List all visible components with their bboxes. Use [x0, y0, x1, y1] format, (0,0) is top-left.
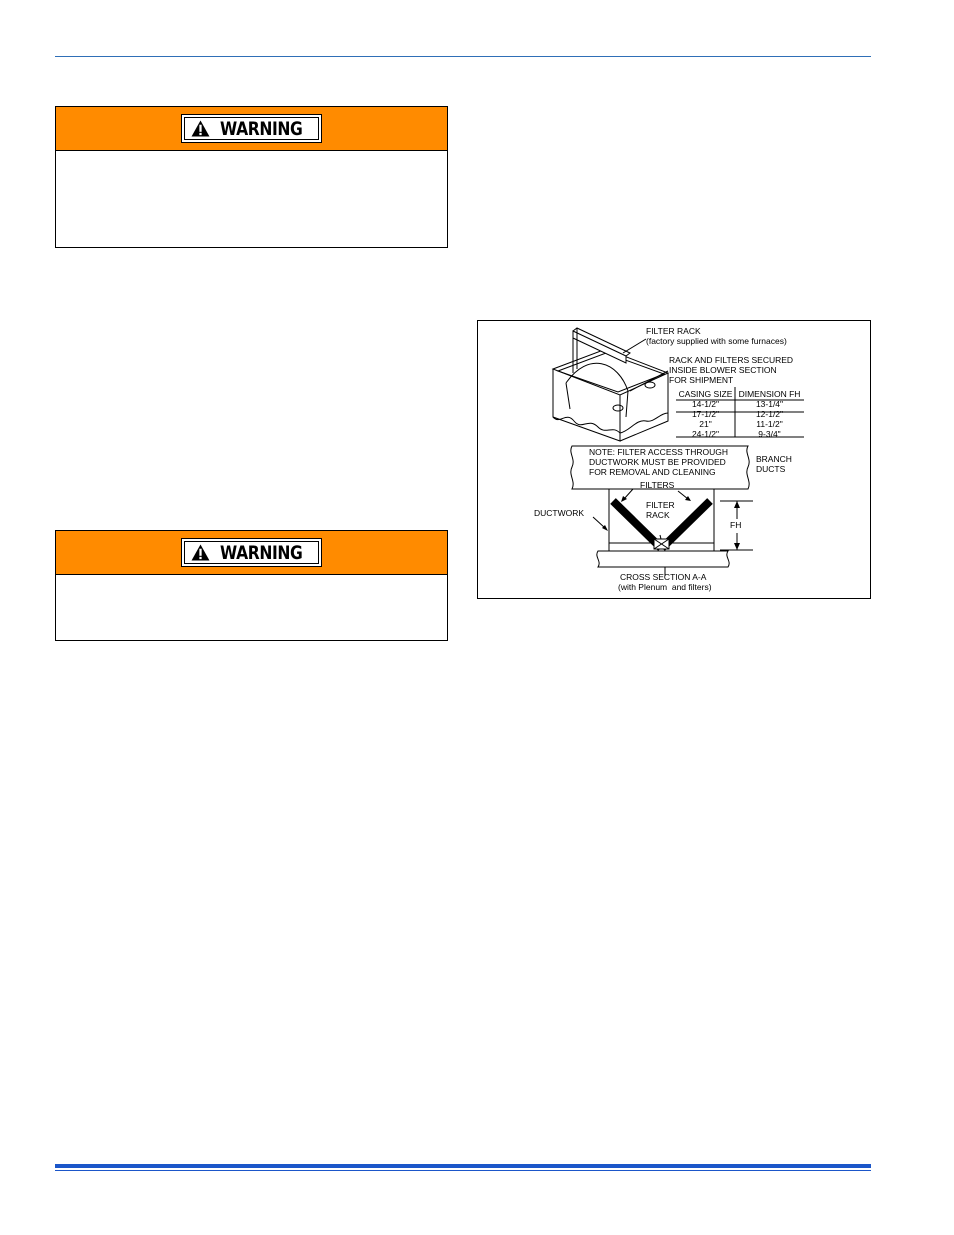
filter-rack-callout: FILTER RACK: [646, 326, 701, 336]
table-cell: 24-1/2": [691, 429, 720, 439]
filter-rack2-line2: RACK: [646, 510, 670, 520]
note-line1: NOTE: FILTER ACCESS THROUGH: [589, 447, 729, 457]
table-cell: 12-1/2": [755, 409, 784, 419]
warning-word: WARNING: [220, 117, 303, 140]
warning-header: [56, 531, 447, 575]
table-cell: 11-1/2": [756, 419, 783, 429]
footer-rule: [55, 1164, 871, 1168]
alert-triangle-icon: [191, 544, 210, 561]
filter-rack-note: (factory supplied with some furnaces): [646, 336, 787, 346]
header-rule: [55, 56, 871, 57]
filter-rack-figure: [477, 320, 871, 599]
table-cell: 9-3/4": [758, 429, 781, 439]
table-cell: 13-1/4": [755, 399, 784, 409]
cross-section-label: CROSS SECTION A-A: [620, 572, 707, 582]
filters-label: FILTERS: [640, 480, 675, 490]
table-header-casing: CASING SIZE: [678, 389, 733, 399]
cross-section-note: (with Plenum and filters): [618, 582, 712, 592]
filter-rack2-line1: FILTER: [646, 500, 675, 510]
footer-rule-thin: [55, 1170, 871, 1171]
branch-line2: DUCTS: [756, 464, 786, 474]
warning-label: [181, 538, 322, 567]
alert-triangle-icon: [191, 120, 210, 137]
rack-secured-line2: INSIDE BLOWER SECTION: [669, 365, 777, 375]
warning-box-2: [55, 530, 448, 641]
ductwork-label: DUCTWORK: [534, 508, 585, 518]
warning-box-1: [55, 106, 448, 248]
table-cell: 21": [699, 419, 712, 429]
warning-header: [56, 107, 447, 151]
warning-word: WARNING: [220, 541, 303, 564]
table-cell: 17-1/2": [691, 409, 720, 419]
fh-label: FH: [730, 520, 742, 530]
warning-label: [181, 114, 322, 143]
table-header-fh: DIMENSION FH: [738, 389, 801, 399]
rack-secured-line1: RACK AND FILTERS SECURED: [669, 355, 794, 365]
table-cell: 14-1/2": [691, 399, 720, 409]
note-line2: DUCTWORK MUST BE PROVIDED: [589, 457, 726, 467]
rack-secured-line3: FOR SHIPMENT: [669, 375, 734, 385]
branch-line1: BRANCH: [756, 454, 792, 464]
note-line3: FOR REMOVAL AND CLEANING: [589, 467, 716, 477]
